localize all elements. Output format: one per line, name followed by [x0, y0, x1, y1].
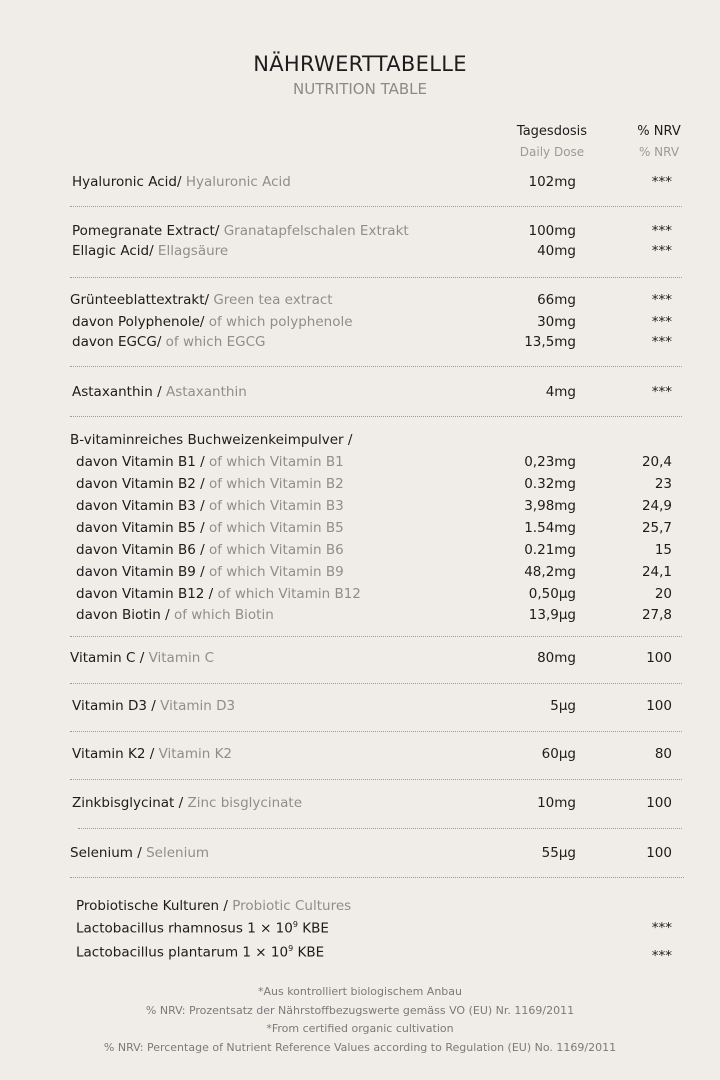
column-header-dose-de: Tagesdosis — [516, 124, 588, 139]
nutrient-nrv: 24,1 — [641, 564, 672, 580]
nutrient-row — [0, 898, 720, 918]
nutrient-dose: 0,23mg — [524, 454, 576, 470]
nutrient-row — [0, 650, 720, 670]
nutrient-name: Vitamin K2 / Vitamin K2 — [72, 746, 233, 762]
nutrient-name: davon Vitamin B1 / of which Vitamin B1 — [76, 454, 344, 470]
nutrient-nrv: *** — [651, 314, 672, 330]
nutrient-row — [0, 564, 720, 584]
nutrient-row — [0, 174, 720, 194]
nutrient-name: Grünteeblattextrakt/ Green tea extract — [70, 292, 333, 308]
nutrient-dose: 55µg — [541, 845, 576, 861]
probiotic-nrv: *** — [651, 920, 672, 936]
nutrient-nrv: 100 — [646, 795, 672, 811]
nutrient-nrv: 25,7 — [641, 520, 672, 536]
nutrient-row — [0, 292, 720, 312]
nutrient-row — [0, 334, 720, 354]
page-title: NÄHRWERTTABELLE — [253, 52, 467, 76]
nutrient-nrv: *** — [651, 334, 672, 350]
nutrient-dose: 1.54mg — [524, 520, 576, 536]
row-divider — [70, 731, 682, 732]
probiotic-name: Lactobacillus rhamnosus $1 \times 10^9$ KBE — [76, 920, 329, 937]
nutrient-dose: 100mg — [528, 223, 576, 239]
nutrient-dose: 13,9µg — [528, 607, 576, 623]
nutrient-dose: 4mg — [545, 384, 576, 400]
nutrient-row — [0, 498, 720, 518]
nutrient-dose: 30mg — [537, 314, 576, 330]
nutrient-nrv: *** — [651, 243, 672, 259]
nutrient-dose: 13,5mg — [524, 334, 576, 350]
nutrient-row — [0, 845, 720, 865]
nutrient-row — [0, 795, 720, 815]
column-header-nrv-de: % NRV — [637, 124, 681, 139]
column-header-nrv — [620, 124, 698, 159]
nutrient-dose: 5µg — [550, 698, 576, 714]
footnote: % NRV: Percentage of Nutrient Reference Values according to Regulation (EU) No. 1169/2011 — [103, 1041, 617, 1054]
nutrient-row — [0, 520, 720, 540]
page-subtitle: NUTRITION TABLE — [293, 80, 427, 98]
probiotic-name: Lactobacillus plantarum $1 \times 10^9$ KBE — [76, 944, 325, 961]
nutrient-row — [0, 698, 720, 718]
nutrient-dose: 3,98mg — [524, 498, 576, 514]
nutrient-name: davon Polyphenole/ of which polyphenole — [72, 314, 353, 330]
row-divider — [70, 636, 682, 637]
nutrient-dose: 102mg — [528, 174, 576, 190]
nutrient-row — [0, 476, 720, 496]
nutrient-name: davon Vitamin B6 / of which Vitamin B6 — [76, 542, 344, 558]
nutrient-name: davon EGCG/ of which EGCG — [72, 334, 266, 350]
nutrient-name: B-vitaminreiches Buchweizenkeimpulver / — [70, 432, 353, 448]
nutrient-nrv: *** — [651, 292, 672, 308]
nutrient-dose: 0,50µg — [528, 586, 576, 602]
nutrient-dose: 60µg — [541, 746, 576, 762]
column-header-nrv-en: % NRV — [638, 145, 680, 159]
column-header-dose-en: Daily Dose — [519, 145, 585, 159]
row-divider — [70, 877, 684, 878]
footnote: *Aus kontrolliert biologischem Anbau — [257, 985, 462, 998]
nutrient-nrv: 27,8 — [641, 607, 672, 623]
nutrient-nrv: 100 — [646, 698, 672, 714]
footnote: *From certified organic cultivation — [266, 1022, 454, 1035]
nutrient-name: davon Vitamin B12 / of which Vitamin B12 — [76, 586, 361, 602]
nutrient-row — [0, 607, 720, 627]
probiotic-nrv: *** — [651, 948, 672, 964]
nutrient-dose: 0.21mg — [524, 542, 576, 558]
nutrient-row — [0, 746, 720, 766]
nutrient-nrv: 80 — [654, 746, 672, 762]
nutrient-row — [0, 223, 720, 243]
nutrient-nrv: 20,4 — [641, 454, 672, 470]
nutrient-nrv: 15 — [654, 542, 672, 558]
nutrient-name: Hyaluronic Acid/ Hyaluronic Acid — [72, 174, 291, 190]
nutrient-dose: 80mg — [537, 650, 576, 666]
nutrient-nrv: *** — [651, 174, 672, 190]
row-divider — [70, 277, 682, 278]
nutrient-name: Pomegranate Extract/ Granatapfelschalen Extrakt — [72, 223, 409, 239]
nutrient-name: Astaxanthin / Astaxanthin — [72, 384, 247, 400]
nutrient-row — [0, 384, 720, 404]
row-divider — [70, 683, 682, 684]
probiotic-row — [0, 920, 720, 940]
nutrient-row — [0, 586, 720, 606]
nutrient-name: Vitamin D3 / Vitamin D3 — [72, 698, 236, 714]
nutrient-nrv: 100 — [646, 845, 672, 861]
nutrient-name: davon Biotin / of which Biotin — [76, 607, 274, 623]
nutrient-nrv: 100 — [646, 650, 672, 666]
nutrient-name: Vitamin C / Vitamin C — [70, 650, 214, 666]
nutrient-nrv: 23 — [654, 476, 672, 492]
nutrient-name: Selenium / Selenium — [70, 845, 210, 861]
row-divider — [70, 206, 682, 207]
nutrient-name: davon Vitamin B9 / of which Vitamin B9 — [76, 564, 344, 580]
nutrient-row — [0, 243, 720, 263]
nutrient-name: Zinkbisglycinat / Zinc bisglycinate — [72, 795, 303, 811]
nutrient-dose: 48,2mg — [524, 564, 576, 580]
nutrient-row — [0, 542, 720, 562]
nutrient-name: Ellagic Acid/ Ellagsäure — [72, 243, 229, 259]
row-divider — [70, 416, 682, 417]
row-divider — [78, 828, 682, 829]
row-divider — [70, 366, 682, 367]
nutrient-nrv: 20 — [654, 586, 672, 602]
row-divider — [70, 779, 682, 780]
footnote: % NRV: Prozentsatz der Nährstoffbezugswerte gemäss VO (EU) Nr. 1169/2011 — [145, 1004, 575, 1017]
nutrient-row — [0, 432, 720, 452]
nutrient-dose: 40mg — [537, 243, 576, 259]
nutrient-dose: 10mg — [537, 795, 576, 811]
nutrient-name: davon Vitamin B2 / of which Vitamin B2 — [76, 476, 344, 492]
column-header-dose — [500, 124, 604, 159]
nutrient-name: davon Vitamin B5 / of which Vitamin B5 — [76, 520, 344, 536]
nutrient-row — [0, 454, 720, 474]
nutrient-dose: 66mg — [537, 292, 576, 308]
nutrient-dose: 0.32mg — [524, 476, 576, 492]
nutrient-nrv: *** — [651, 384, 672, 400]
nutrient-name: davon Vitamin B3 / of which Vitamin B3 — [76, 498, 344, 514]
nutrient-row — [0, 314, 720, 334]
probiotic-row — [0, 944, 720, 964]
nutrient-nrv: 24,9 — [641, 498, 672, 514]
nutrient-name: Probiotische Kulturen / Probiotic Cultures — [76, 898, 352, 914]
nutrient-nrv: *** — [651, 223, 672, 239]
